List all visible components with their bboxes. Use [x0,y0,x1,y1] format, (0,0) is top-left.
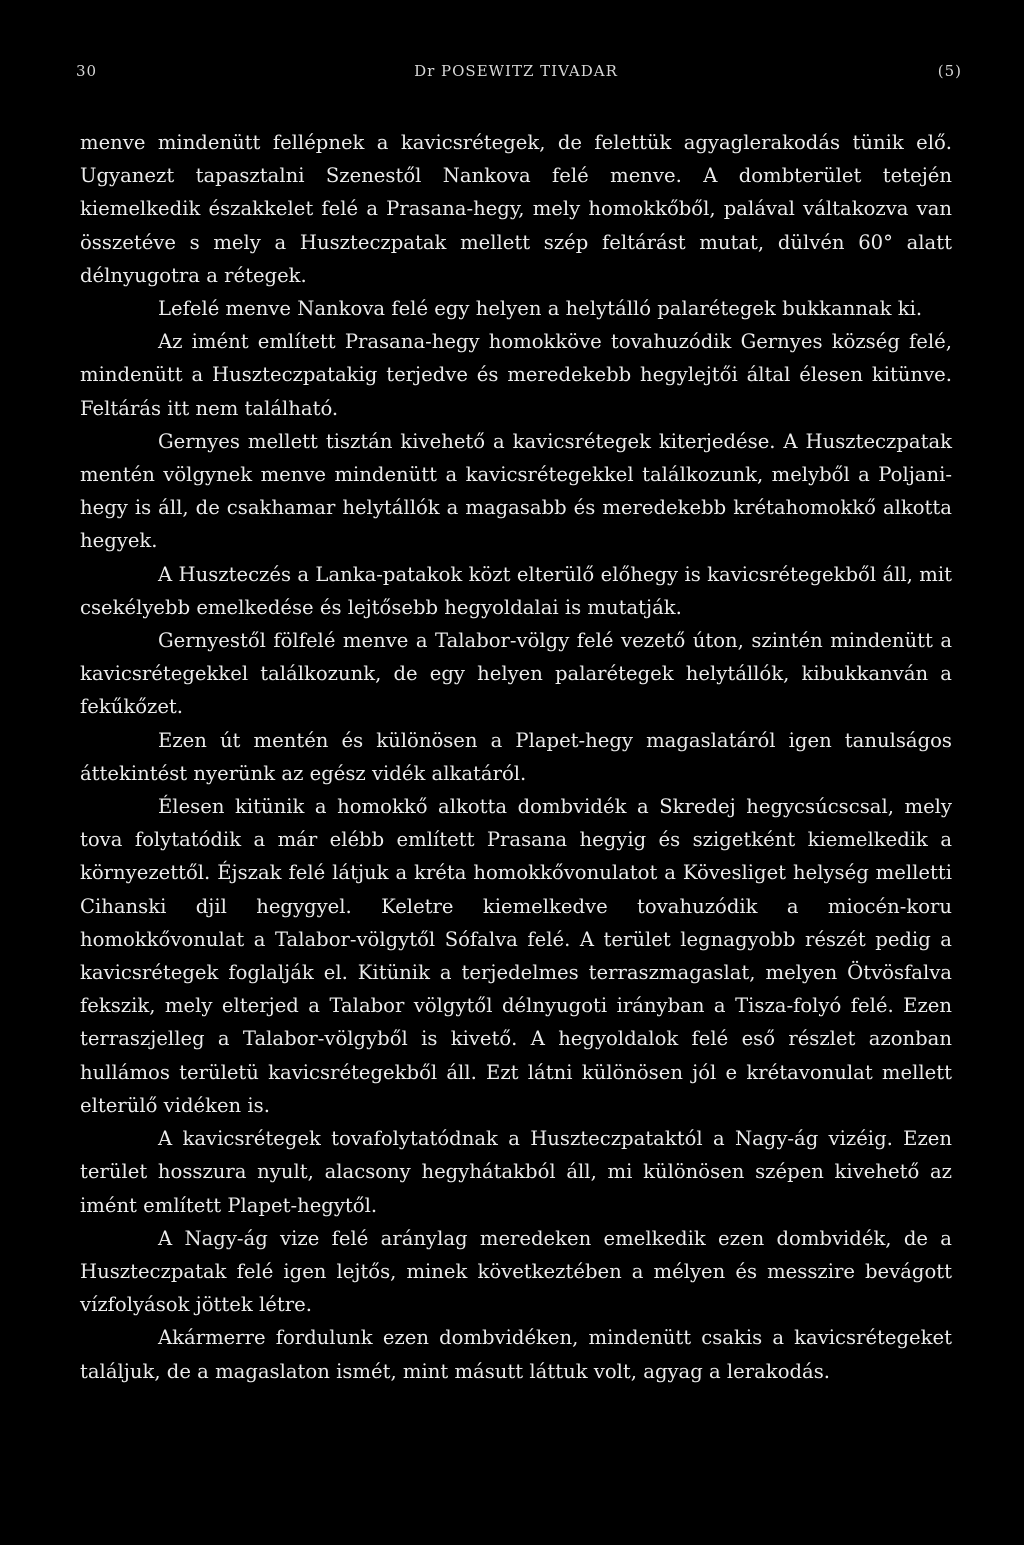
paragraph: Ezen út mentén és különösen a Plapet-hegy magaslatáról igen tanulságos áttekintést nyerünk az egész vidék alkatáról. [80,728,952,785]
author-name: Dr POSEWITZ TIVADAR [414,62,618,80]
paragraph: Gernyes mellett tisztán kivehető a kavicsrétegek kiterjedése. A Huszteczpatak mentén völgynek menve mindenütt a kavicsrétegekkel találkozunk, melyből a Poljani-hegy is áll, de csakhamar helytállók a magasabb és meredekebb krétahomokkő alkotta hegyek. [80,429,952,553]
paragraph: menve mindenütt fellépnek a kavicsrétegek, de felettük agyaglerakodás tünik elő. Ugyanezt tapasztalni Szenestől Nankova felé menve. A dombterület tetején kiemelkedik északkelet felé a Prasana-hegy, mely homokkőből, palával váltakozva van összetéve s mely a Huszteczpatak mellett szép feltárást mutat, dülvén 60° alatt délnyugotra a rétegek. [80,131,952,287]
body-text [80,126,952,1388]
paragraph: Lefelé menve Nankova felé egy helyen a helytálló palarétegek bukkannak ki. [158,297,923,321]
paragraph: Akármerre fordulunk ezen dombvidéken, mindenütt csakis a kavicsrétegeket találjuk, de a magaslaton ismét, mint másutt láttuk volt, agyag a lerakodás. [80,1326,952,1383]
document-page [76,54,962,1388]
paragraph: A Huszteczés a Lanka-patakok közt elterülő előhegy is kavicsrétegekből áll, mit csekélyebb emelkedése és lejtősebb hegyoldalai is mutatják. [80,562,952,619]
page-number: 30 [76,62,98,80]
paragraph: A kavicsrétegek tovafolytatódnak a Huszteczpataktól a Nagy-ág vizéig. Ezen terület hosszura nyult, alacsony hegyhátakból áll, mi különösen szépen kivehető az imént említett Plapet-hegytől. [80,1127,952,1217]
paragraph: A Nagy-ág vize felé aránylag meredeken emelkedik ezen dombvidék, de a Huszteczpatak felé igen lejtős, minek következtében a mélyen és messzire bevágott vízfolyások jöttek létre. [80,1226,952,1317]
section-number: (5) [937,62,962,80]
running-header [76,54,962,90]
paragraph: Élesen kitünik a homokkő alkotta dombvidék a Skredej hegycsúcscsal, mely tova folytatódik a már elébb említett Prasana hegyig és szigetként kiemelkedik a környezettől. Éjszak felé látjuk a kréta homokkővonulatot a Kövesliget helység melletti Cihanski djil hegygyel. Keletre kiemelkedve tovahuzódik a miocén-koru homokkővonulat a Talabor-völgytől Sófalva felé. A terület legnagyobb részét pedig a kavicsrétegek foglalják el. Kitünik a terjedelmes terraszmagaslat, melyen Ötvösfalva fekszik, mely elterjed a Talabor völgytől délnyugoti irányban a Tisza-folyó felé. Ezen terraszjelleg a Talabor-völgyből is kivető. A hegyoldalok felé eső részlet azonban hullámos területü kavicsrétegekből áll. Ezt látni különösen jól e krétavonulat mellett elterülő vidéken is. [80,795,952,1117]
paragraph: Gernyestől fölfelé menve a Talabor-völgy felé vezető úton, szintén mindenütt a kavicsrétegekkel találkozunk, de egy helyen palarétegek helytállók, kibukkanván a fekűkőzet. [80,629,952,719]
paragraph: Az imént említett Prasana-hegy homokköve tovahuzódik Gernyes község felé, mindenütt a Huszteczpatakig terjedve és meredekebb hegylejtői által élesen kitünve. Feltárás itt nem található. [80,330,952,420]
